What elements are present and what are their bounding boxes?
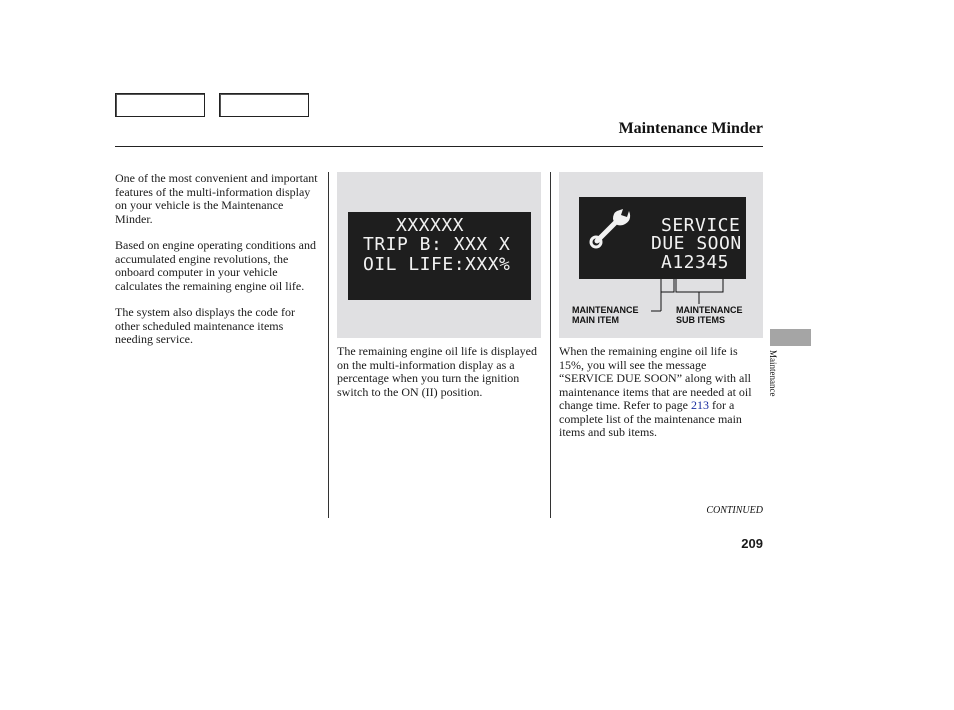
service-due-text-part-2: for a complete list of the maintenance main items and sub items. bbox=[559, 398, 742, 439]
service-due-illustration bbox=[559, 172, 763, 338]
column-divider-1 bbox=[328, 172, 329, 518]
nav-button-next[interactable] bbox=[219, 93, 309, 117]
display-line-1: XXXXXX bbox=[396, 215, 465, 236]
callout-sub-items: MAINTENANCE SUB ITEMS bbox=[676, 305, 743, 325]
intro-paragraph-1: One of the most convenient and important features of the multi-information display on your vehicle is the Maintenance Minder. bbox=[115, 171, 318, 226]
intro-paragraph-3: The system also displays the code for other scheduled maintenance items needing service. bbox=[115, 305, 295, 346]
intro-paragraph-2: Based on engine operating conditions and accumulated engine revolutions, the onboard computer in your vehicle calculates the remaining engine oil life. bbox=[115, 238, 316, 293]
oil-life-text: The remaining engine oil life is displayed on the multi-information display as a percentage when you turn the ignition switch to the ON (II) position. bbox=[337, 344, 537, 399]
display-line-code: A12345 bbox=[661, 252, 730, 273]
page-title: Maintenance Minder bbox=[618, 120, 763, 137]
title-divider bbox=[115, 146, 763, 147]
intro-column bbox=[115, 172, 320, 360]
oil-life-illustration bbox=[337, 172, 541, 338]
service-due-text-part-1: When the remaining engine oil life is 15%, you will see the message “SERVICE DUE SOON” along with all maintenance items that are needed at oil change time. Refer to page bbox=[559, 344, 752, 412]
multi-information-display bbox=[348, 212, 531, 300]
section-label: Maintenance bbox=[768, 350, 778, 397]
service-due-caption bbox=[559, 345, 763, 453]
display-line-trip: TRIP B: XXX X bbox=[363, 234, 511, 255]
page-number: 209 bbox=[741, 536, 763, 551]
column-divider-2 bbox=[550, 172, 551, 518]
oil-life-caption bbox=[337, 345, 537, 412]
display-line-oil-life: OIL LIFE:XXX% bbox=[363, 254, 511, 275]
display-line-service: SERVICE bbox=[661, 215, 741, 236]
page-link-213[interactable]: 213 bbox=[690, 398, 709, 412]
nav-button-previous[interactable] bbox=[115, 93, 205, 117]
callout-main-item: MAINTENANCE MAIN ITEM bbox=[572, 305, 639, 325]
service-due-text bbox=[559, 345, 763, 440]
continued-label: CONTINUED bbox=[706, 505, 763, 516]
section-tab[interactable] bbox=[770, 329, 811, 346]
display-line-due-soon: DUE SOON bbox=[651, 233, 742, 254]
